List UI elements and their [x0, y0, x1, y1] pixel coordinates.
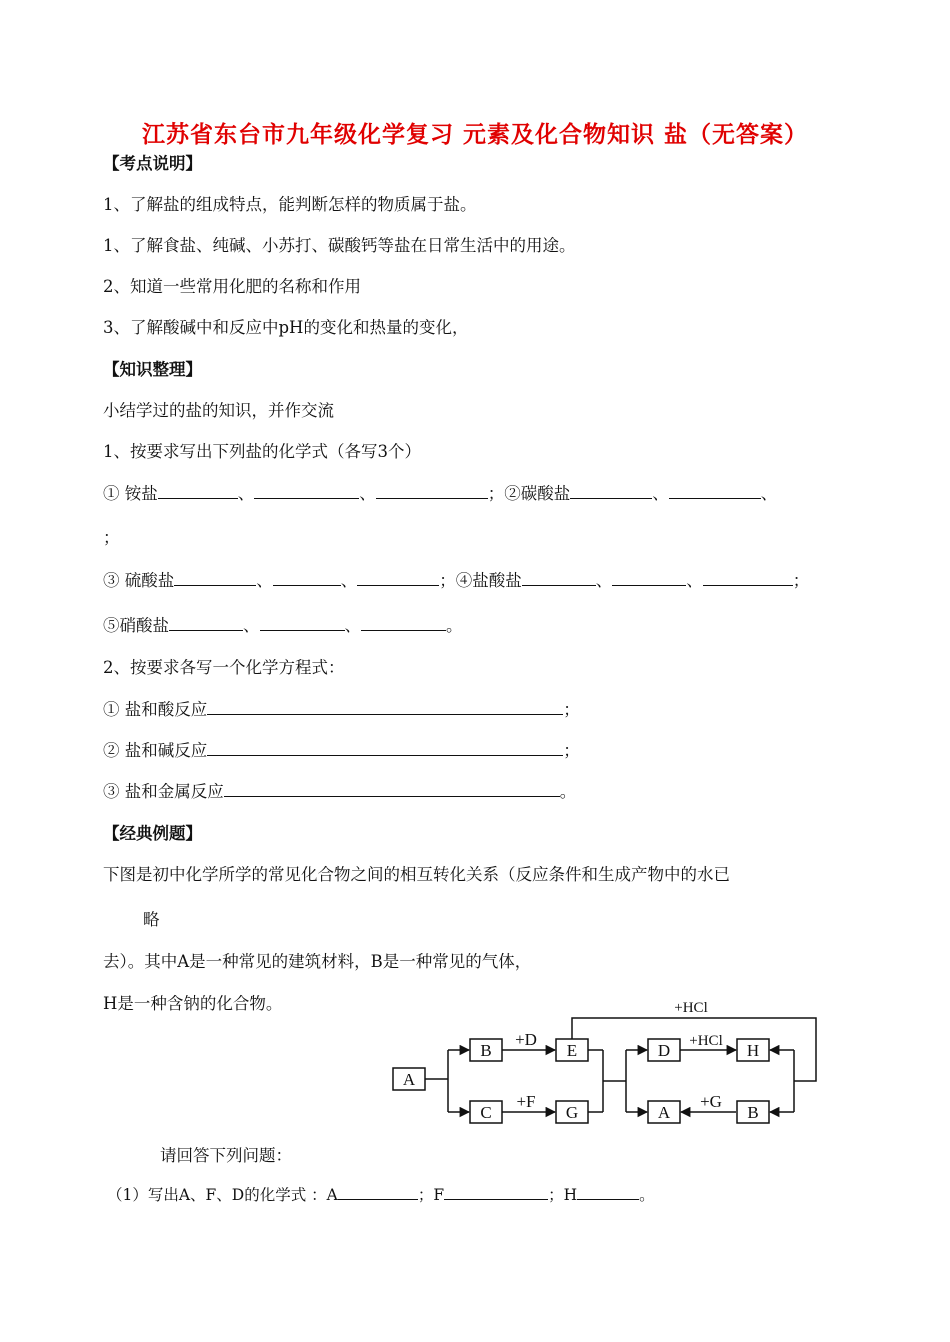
node-G-label: G	[565, 1103, 579, 1122]
equation-acid-label: ① 盐和酸反应	[103, 700, 208, 719]
salt-row-3: ⑤硝酸盐 、 、 。	[103, 616, 463, 635]
formula-a-blank[interactable]	[338, 1183, 418, 1200]
formula-h-label: ；H	[548, 1186, 578, 1204]
equation-metal-label: ③ 盐和金属反应	[103, 782, 224, 801]
formula-f-label: ；F	[417, 1186, 445, 1204]
carbonate-label: ；②碳酸盐	[487, 484, 571, 503]
section-jingdian-heading: 【经典例题】	[103, 824, 202, 843]
reaction-diagram	[388, 990, 828, 1135]
sulfate-blank-3[interactable]	[357, 569, 439, 586]
question-1: 1、按要求写出下列盐的化学式（各写3个）	[103, 442, 421, 461]
node-H-label: H	[746, 1041, 760, 1060]
sulfate-blank-1[interactable]	[174, 569, 256, 586]
ammonium-label: ① 铵盐	[103, 484, 158, 503]
kaodian-item-3: 2、知道一些常用化肥的名称和作用	[103, 277, 361, 296]
salt-row-2: ③ 硫酸盐 、 、 ；④盐酸盐 、 、 ；	[103, 571, 810, 590]
sulfate-blank-2[interactable]	[273, 569, 341, 586]
sulfate-label: ③ 硫酸盐	[103, 571, 175, 590]
example-line-2: 略	[143, 910, 160, 929]
arrow-label-plus-hcl-top: +HCl	[674, 1000, 708, 1016]
ammonium-blank-2[interactable]	[254, 482, 359, 499]
node-B-label: B	[480, 1041, 492, 1060]
node-A-right-label: A	[657, 1103, 671, 1122]
equation-row-metal: ③ 盐和金属反应 。	[103, 782, 577, 801]
salt-row-1: ① 铵盐 、 、 ；②碳酸盐 、 、	[103, 484, 778, 503]
hydrochloride-blank-3[interactable]	[703, 569, 793, 586]
equation-base-blank[interactable]	[207, 739, 563, 756]
equation-row-acid: ① 盐和酸反应 ；	[103, 700, 580, 719]
equation-row-base: ② 盐和碱反应 ；	[103, 741, 580, 760]
please-answer: 请回答下列问题：	[160, 1146, 292, 1165]
equation-base-label: ② 盐和碱反应	[103, 741, 208, 760]
hydrochloride-blank-2[interactable]	[612, 569, 686, 586]
nitrate-label: ⑤硝酸盐	[103, 616, 169, 635]
node-D-label: D	[657, 1041, 671, 1060]
arrow-label-plus-g: +G	[700, 1092, 722, 1111]
equation-acid-blank[interactable]	[207, 698, 563, 715]
formula-a-label: （1）写出A、F、D的化学式 ：A	[107, 1186, 338, 1204]
question-formula-row: （1）写出A、F、D的化学式 ：A ；F ；H 。	[107, 1183, 655, 1205]
formula-h-blank[interactable]	[577, 1183, 639, 1200]
question-2: 2、按要求各写一个化学方程式：	[103, 658, 345, 677]
arrow-label-plus-hcl: +HCl	[689, 1033, 723, 1049]
ammonium-blank-1[interactable]	[158, 482, 238, 499]
node-A-label: A	[402, 1070, 416, 1089]
arrow-label-plus-d: +D	[515, 1030, 537, 1049]
example-line-3: 去）。其中A是一种常见的建筑材料，B是一种常见的气体，	[103, 952, 532, 971]
section-zhishi-heading: 【知识整理】	[103, 360, 202, 379]
kaodian-item-4: 3、了解酸碱中和反应中pH的变化和热量的变化，	[103, 318, 469, 337]
kaodian-item-1: 1、了解盐的组成特点，能判断怎样的物质属于盐。	[103, 195, 477, 214]
formula-f-blank[interactable]	[444, 1183, 548, 1200]
nitrate-blank-2[interactable]	[260, 614, 345, 631]
node-E-label: E	[566, 1041, 578, 1060]
node-C-label: C	[480, 1103, 492, 1122]
example-line-1: 下图是初中化学所学的常见化合物之间的相互转化关系（反应条件和生成产物中的水已	[103, 865, 730, 884]
page-title: 江苏省东台市九年级化学复习 元素及化合物知识 盐（无答案）	[141, 122, 808, 148]
nitrate-blank-1[interactable]	[169, 614, 243, 631]
ammonium-blank-3[interactable]	[376, 482, 488, 499]
example-line-4: H是一种含钠的化合物。	[103, 994, 283, 1013]
equation-metal-blank[interactable]	[224, 780, 560, 797]
carbonate-blank-1[interactable]	[570, 482, 652, 499]
section-kaodian-heading: 【考点说明】	[103, 154, 202, 173]
node-B-right-label: B	[747, 1103, 759, 1122]
carbonate-blank-2[interactable]	[669, 482, 761, 499]
hydrochloride-blank-1[interactable]	[522, 569, 596, 586]
kaodian-item-2: 1、了解食盐、纯碱、小苏打、碳酸钙等盐在日常生活中的用途。	[103, 236, 576, 255]
carbonate-end-semicolon: ；	[103, 528, 120, 547]
nitrate-blank-3[interactable]	[361, 614, 446, 631]
intro-text: 小结学过的盐的知识，并作交流	[103, 401, 334, 420]
arrow-label-plus-f: +F	[516, 1092, 536, 1111]
hydrochloride-label: ；④盐酸盐	[439, 571, 522, 590]
